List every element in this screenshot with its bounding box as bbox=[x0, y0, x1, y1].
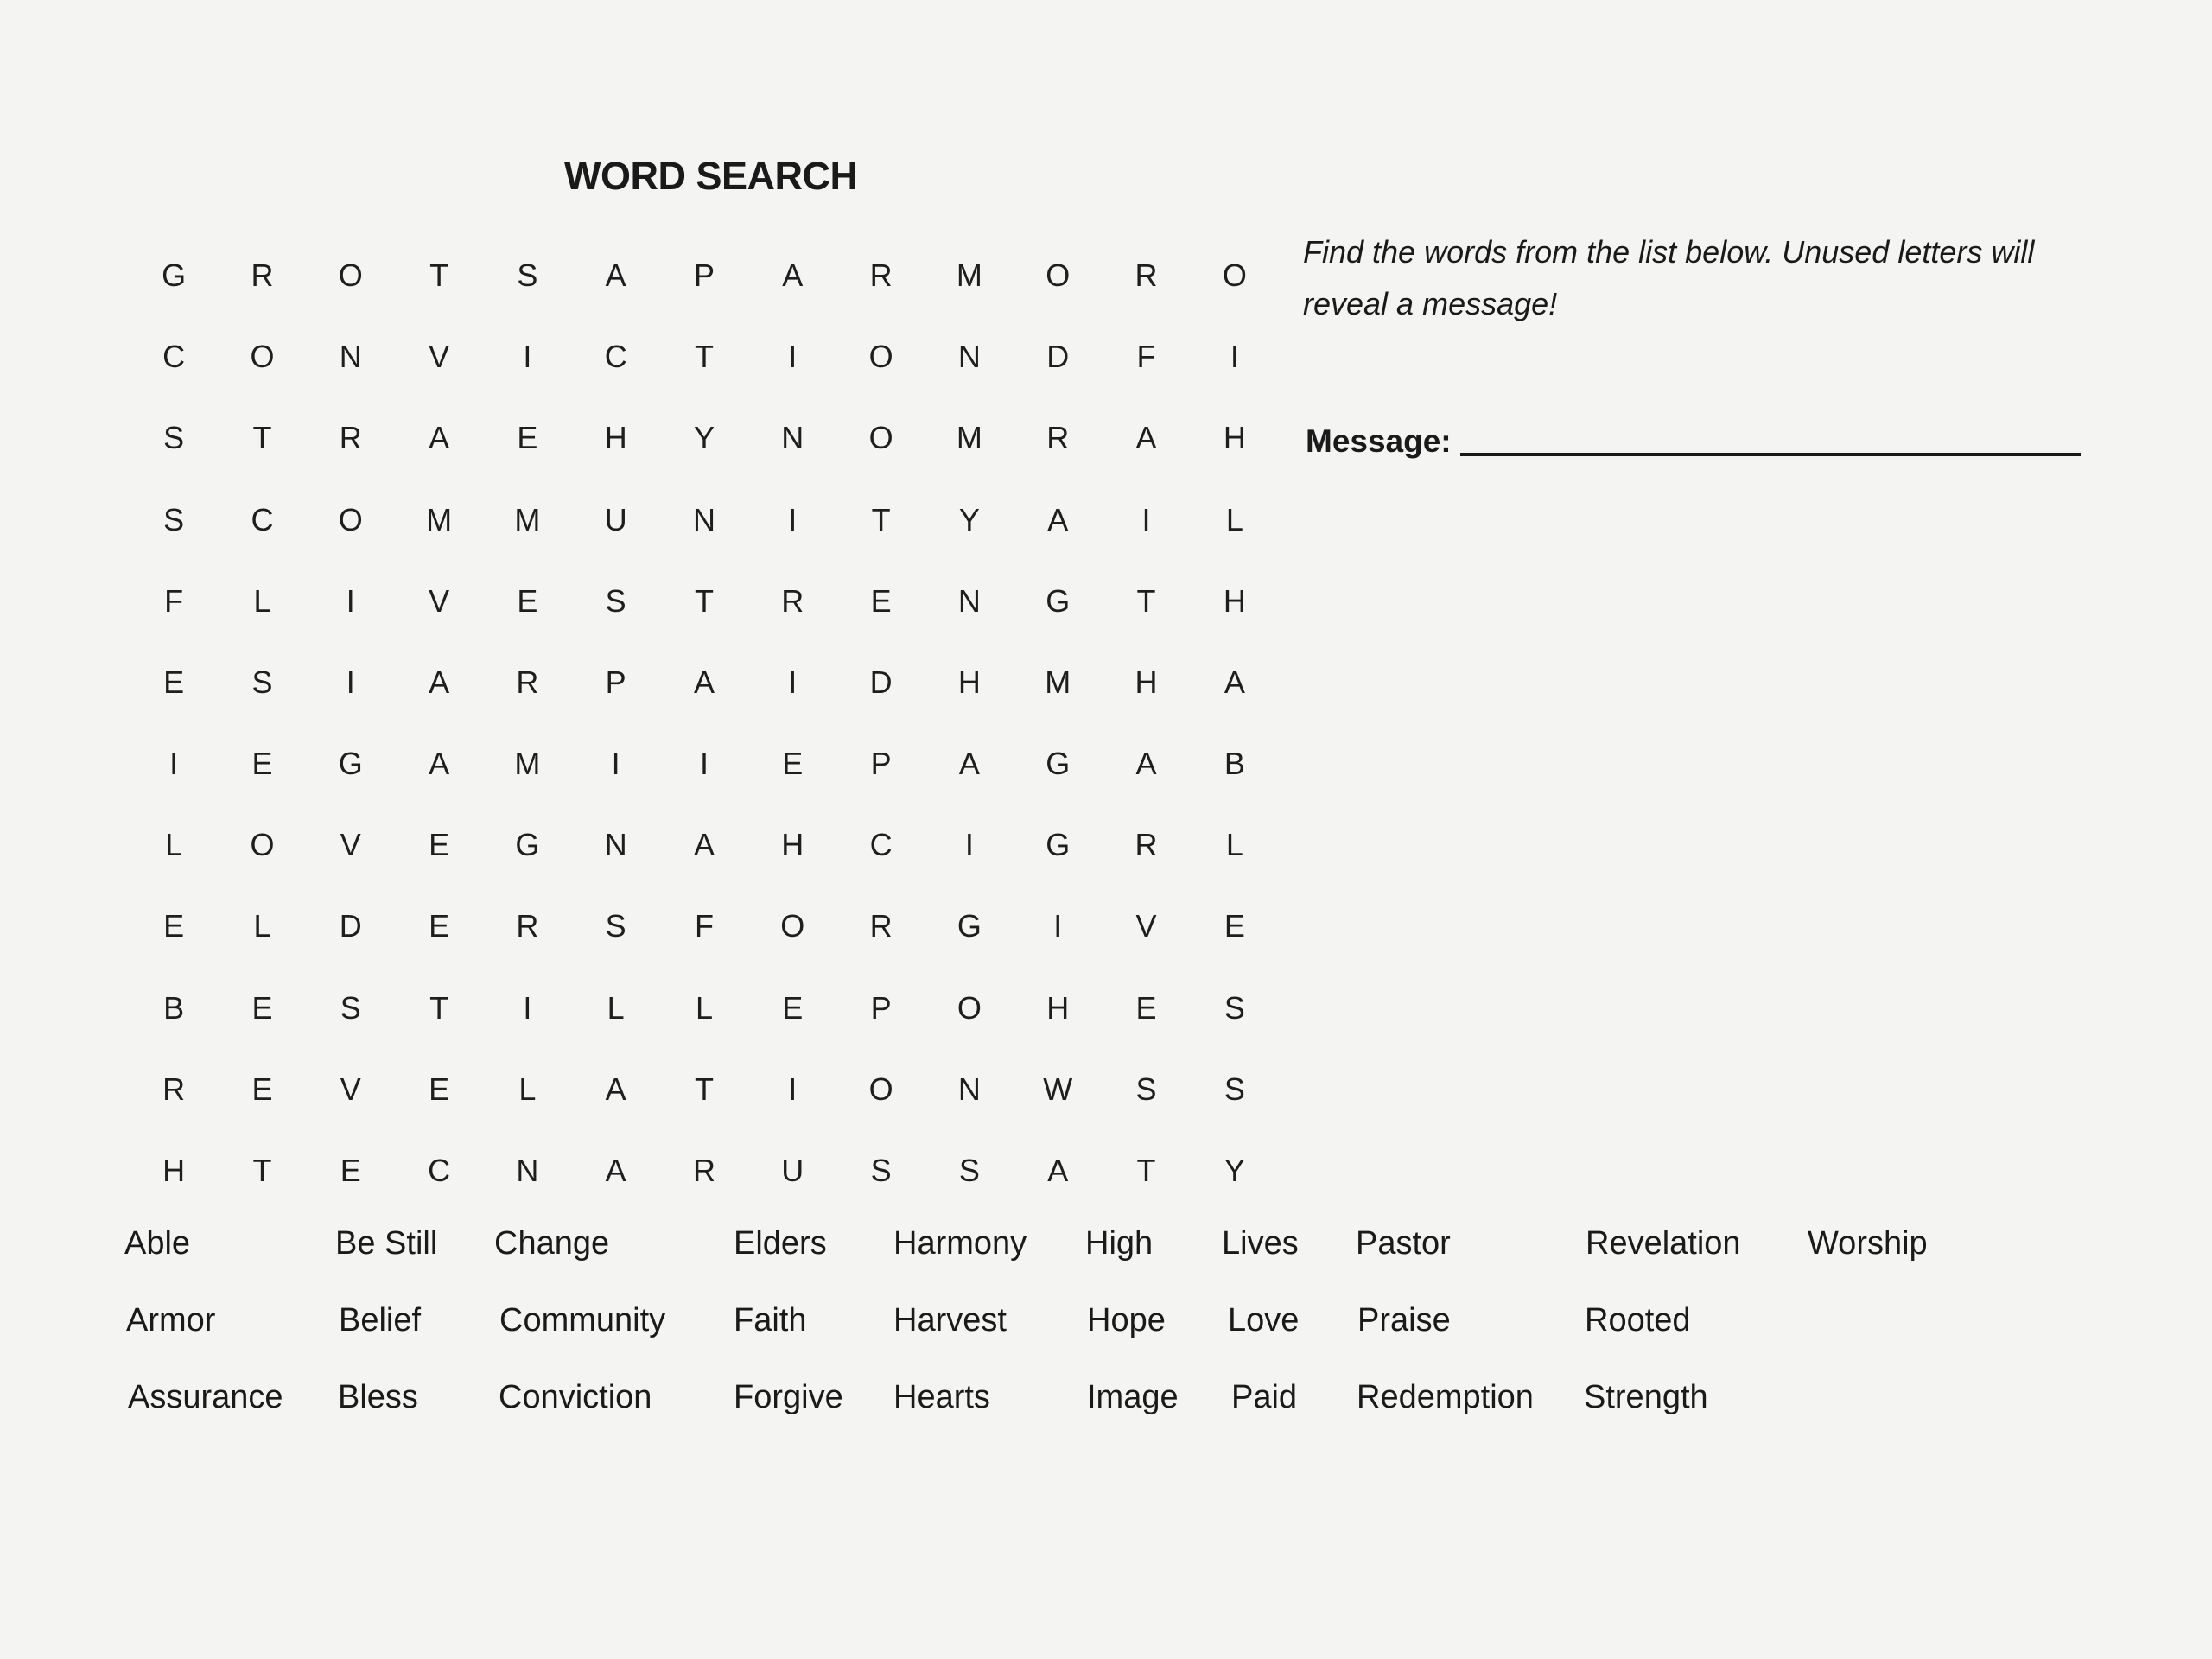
grid-letter[interactable]: R bbox=[869, 908, 893, 944]
grid-letter[interactable]: A bbox=[429, 746, 450, 782]
grid-letter[interactable]: T bbox=[1136, 1152, 1156, 1188]
grid-letter[interactable]: L bbox=[165, 827, 183, 863]
grid-letter[interactable]: A bbox=[1135, 746, 1157, 782]
grid-letter[interactable]: H bbox=[162, 1152, 186, 1188]
grid-letter[interactable]: I bbox=[788, 1071, 798, 1107]
grid-letter[interactable]: E bbox=[517, 420, 538, 456]
grid-letter[interactable]: A bbox=[1047, 1152, 1069, 1188]
word-list-item: Pastor bbox=[1356, 1225, 1451, 1262]
grid-letter[interactable]: R bbox=[692, 1152, 715, 1188]
grid-letter[interactable]: Y bbox=[958, 501, 980, 537]
grid-letter[interactable]: Y bbox=[1224, 1152, 1245, 1188]
word-list-item: Harvest bbox=[893, 1302, 1007, 1338]
grid-letter[interactable]: E bbox=[163, 664, 185, 700]
grid-letter[interactable]: H bbox=[1223, 420, 1246, 456]
word-list-item: Love bbox=[1228, 1302, 1300, 1338]
grid-letter[interactable]: L bbox=[607, 989, 625, 1026]
grid-letter[interactable]: A bbox=[605, 1152, 626, 1188]
grid-letter[interactable]: I bbox=[1230, 339, 1239, 375]
grid-letter[interactable]: E bbox=[429, 827, 450, 863]
word-list-item: Hearts bbox=[893, 1379, 990, 1415]
grid-letter[interactable]: T bbox=[1136, 582, 1156, 619]
grid-letter[interactable]: R bbox=[516, 664, 539, 700]
grid-letter[interactable]: I bbox=[169, 746, 179, 782]
grid-letter[interactable]: O bbox=[1222, 257, 1247, 294]
grid-letter[interactable]: V bbox=[340, 827, 361, 863]
word-list-item: Be Still bbox=[335, 1225, 438, 1262]
grid-letter[interactable]: I bbox=[1053, 908, 1063, 944]
word-list-item: Forgive bbox=[734, 1379, 843, 1415]
grid-letter[interactable]: E bbox=[1224, 908, 1245, 944]
grid-letter[interactable]: S bbox=[1224, 989, 1245, 1026]
grid-letter[interactable]: E bbox=[782, 989, 804, 1026]
grid-letter[interactable]: O bbox=[1046, 257, 1071, 294]
grid-letter[interactable]: A bbox=[429, 664, 450, 700]
grid-letter[interactable]: G bbox=[1046, 582, 1071, 619]
grid-letter[interactable]: M bbox=[514, 746, 541, 782]
grid-letter[interactable]: T bbox=[694, 582, 714, 619]
word-list-item: Assurance bbox=[128, 1379, 283, 1415]
grid-letter[interactable]: G bbox=[1046, 827, 1071, 863]
grid-letter[interactable]: T bbox=[694, 339, 714, 375]
grid-letter[interactable]: O bbox=[780, 908, 805, 944]
grid-letter[interactable]: E bbox=[782, 746, 804, 782]
grid-letter[interactable]: O bbox=[250, 339, 275, 375]
grid-letter[interactable]: P bbox=[693, 257, 715, 294]
grid-letter[interactable]: C bbox=[869, 827, 893, 863]
grid-letter[interactable]: R bbox=[251, 257, 274, 294]
word-list-item: Bless bbox=[338, 1379, 418, 1415]
grid-letter[interactable]: I bbox=[964, 827, 974, 863]
grid-letter[interactable]: S bbox=[605, 582, 626, 619]
grid-letter[interactable]: E bbox=[870, 582, 892, 619]
grid-letter[interactable]: R bbox=[516, 908, 539, 944]
grid-letter[interactable]: O bbox=[338, 501, 363, 537]
grid-letter[interactable]: S bbox=[870, 1152, 892, 1188]
word-list-item: Paid bbox=[1231, 1379, 1298, 1415]
grid-letter[interactable]: I bbox=[523, 339, 532, 375]
grid-letter[interactable]: R bbox=[869, 257, 893, 294]
grid-letter[interactable]: I bbox=[788, 501, 798, 537]
grid-letter[interactable]: B bbox=[163, 989, 185, 1026]
grid-letter[interactable]: D bbox=[339, 908, 362, 944]
grid-letter[interactable]: E bbox=[251, 989, 273, 1026]
grid-letter[interactable]: H bbox=[1223, 582, 1246, 619]
grid-letter[interactable]: D bbox=[1046, 339, 1070, 375]
grid-letter[interactable]: L bbox=[695, 989, 713, 1026]
grid-letter[interactable]: H bbox=[1135, 664, 1158, 700]
letter-grid bbox=[130, 235, 1279, 1211]
grid-letter[interactable]: L bbox=[253, 908, 271, 944]
page-title: WORD SEARCH bbox=[564, 154, 858, 198]
grid-letter[interactable]: L bbox=[1225, 827, 1243, 863]
grid-letter[interactable]: P bbox=[870, 746, 892, 782]
grid-letter[interactable]: N bbox=[692, 501, 715, 537]
grid-letter[interactable]: E bbox=[163, 908, 185, 944]
grid-letter[interactable]: U bbox=[781, 1152, 804, 1188]
grid-letter[interactable]: N bbox=[781, 420, 804, 456]
message-label: Message: bbox=[1306, 423, 1452, 459]
grid-letter[interactable]: A bbox=[605, 1071, 626, 1107]
word-list-item: Worship bbox=[1808, 1225, 1928, 1262]
grid-letter[interactable]: C bbox=[428, 1152, 451, 1188]
grid-letter[interactable]: N bbox=[957, 339, 981, 375]
grid-letter[interactable]: I bbox=[346, 664, 355, 700]
grid-letter[interactable]: V bbox=[1135, 908, 1157, 944]
grid-letter[interactable]: O bbox=[338, 257, 363, 294]
grid-letter[interactable]: S bbox=[1135, 1071, 1157, 1107]
grid-letter[interactable]: T bbox=[429, 257, 449, 294]
word-list-item: Elders bbox=[734, 1225, 827, 1262]
grid-letter[interactable]: T bbox=[871, 501, 891, 537]
grid-letter[interactable]: A bbox=[958, 746, 980, 782]
word-list-item: Revelation bbox=[1586, 1225, 1741, 1262]
grid-letter[interactable]: O bbox=[250, 827, 275, 863]
grid-letter[interactable]: E bbox=[1135, 989, 1157, 1026]
grid-letter[interactable]: G bbox=[515, 827, 540, 863]
grid-letter[interactable]: W bbox=[1043, 1071, 1073, 1107]
grid-letter[interactable]: E bbox=[429, 1071, 450, 1107]
grid-letter[interactable]: A bbox=[1047, 501, 1069, 537]
message-area bbox=[1306, 423, 2081, 460]
word-list-item: Rooted bbox=[1585, 1302, 1691, 1338]
grid-letter[interactable]: O bbox=[868, 339, 893, 375]
grid-letter[interactable]: I bbox=[699, 746, 709, 782]
word-list-item: Community bbox=[499, 1302, 666, 1338]
word-list-item: Praise bbox=[1357, 1302, 1451, 1338]
word-list-item: Lives bbox=[1222, 1225, 1299, 1262]
word-list-item: Strength bbox=[1584, 1379, 1708, 1415]
grid-letter[interactable]: A bbox=[429, 420, 450, 456]
instructions-text: Find the words from the list below. Unused letters will reveal a message! bbox=[1303, 234, 2035, 321]
grid-letter[interactable]: N bbox=[957, 582, 981, 619]
grid-letter[interactable]: H bbox=[957, 664, 981, 700]
grid-letter[interactable]: R bbox=[162, 1071, 186, 1107]
word-list-item: Armor bbox=[126, 1302, 216, 1338]
word-list-item: Redemption bbox=[1357, 1379, 1534, 1415]
word-list-item: Change bbox=[494, 1225, 610, 1262]
grid-letter[interactable]: P bbox=[605, 664, 626, 700]
grid-letter[interactable]: M bbox=[1045, 664, 1071, 700]
grid-letter[interactable]: N bbox=[339, 339, 362, 375]
word-list-item: Belief bbox=[339, 1302, 422, 1338]
grid-letter[interactable]: S bbox=[163, 420, 185, 456]
grid-letter[interactable]: E bbox=[517, 582, 538, 619]
grid-letter[interactable]: R bbox=[1046, 420, 1070, 456]
grid-letter[interactable]: R bbox=[339, 420, 362, 456]
grid-letter[interactable]: V bbox=[429, 582, 450, 619]
grid-letter[interactable]: C bbox=[251, 501, 274, 537]
grid-letter[interactable]: S bbox=[958, 1152, 980, 1188]
grid-letter[interactable]: A bbox=[605, 257, 626, 294]
grid-letter[interactable]: N bbox=[957, 1071, 981, 1107]
grid-letter[interactable]: T bbox=[694, 1071, 714, 1107]
message-answer-line[interactable] bbox=[1460, 453, 2081, 456]
grid-letter[interactable]: S bbox=[340, 989, 361, 1026]
grid-letter[interactable]: R bbox=[1135, 827, 1158, 863]
word-list-item: Hope bbox=[1087, 1302, 1166, 1338]
grid-letter[interactable]: I bbox=[346, 582, 355, 619]
grid-letter[interactable]: H bbox=[1046, 989, 1070, 1026]
grid-letter[interactable]: D bbox=[869, 664, 893, 700]
grid-letter[interactable]: G bbox=[338, 746, 363, 782]
grid-letter[interactable]: A bbox=[693, 664, 715, 700]
grid-letter[interactable]: F bbox=[1136, 339, 1156, 375]
grid-letter[interactable]: S bbox=[251, 664, 273, 700]
grid-letter[interactable]: L bbox=[1225, 501, 1243, 537]
grid-letter[interactable]: F bbox=[164, 582, 184, 619]
grid-letter[interactable]: L bbox=[518, 1071, 537, 1107]
grid-letter[interactable]: M bbox=[956, 420, 982, 456]
grid-letter[interactable]: M bbox=[956, 257, 982, 294]
grid-letter[interactable]: O bbox=[868, 420, 893, 456]
grid-letter[interactable]: S bbox=[163, 501, 185, 537]
grid-letter[interactable]: N bbox=[604, 827, 627, 863]
grid-letter[interactable]: A bbox=[1135, 420, 1157, 456]
grid-letter[interactable]: I bbox=[523, 989, 532, 1026]
word-list-item: Image bbox=[1087, 1379, 1179, 1415]
word-list-item: Faith bbox=[734, 1302, 807, 1338]
grid-letter[interactable]: N bbox=[516, 1152, 539, 1188]
grid-letter[interactable]: S bbox=[517, 257, 538, 294]
grid-letter[interactable]: M bbox=[514, 501, 541, 537]
grid-letter[interactable]: E bbox=[251, 1071, 273, 1107]
grid-letter[interactable]: F bbox=[694, 908, 714, 944]
grid-letter[interactable]: G bbox=[1046, 746, 1071, 782]
grid-letter[interactable]: L bbox=[253, 582, 271, 619]
word-list-item: Conviction bbox=[499, 1379, 652, 1415]
grid-letter[interactable]: I bbox=[611, 746, 620, 782]
word-list-item: High bbox=[1085, 1225, 1154, 1262]
grid-letter[interactable]: A bbox=[1224, 664, 1245, 700]
grid-letter[interactable]: A bbox=[782, 257, 804, 294]
grid-letter[interactable]: G bbox=[957, 908, 982, 944]
grid-letter[interactable]: E bbox=[429, 908, 450, 944]
grid-letter[interactable]: I bbox=[1141, 501, 1151, 537]
grid-letter[interactable]: T bbox=[252, 420, 272, 456]
grid-letter[interactable]: H bbox=[781, 827, 804, 863]
grid-letter[interactable]: Y bbox=[693, 420, 715, 456]
grid-letter[interactable]: C bbox=[162, 339, 186, 375]
grid-letter[interactable]: C bbox=[604, 339, 627, 375]
grid-letter[interactable]: T bbox=[252, 1152, 272, 1188]
grid-letter[interactable]: R bbox=[781, 582, 804, 619]
grid-letter[interactable]: P bbox=[870, 989, 892, 1026]
grid-letter[interactable]: O bbox=[957, 989, 982, 1026]
grid-letter[interactable]: V bbox=[340, 1071, 361, 1107]
grid-letter[interactable]: V bbox=[429, 339, 450, 375]
grid-letter[interactable]: A bbox=[693, 827, 715, 863]
grid-letter[interactable]: T bbox=[429, 989, 449, 1026]
grid-letter[interactable]: I bbox=[788, 339, 798, 375]
word-list-item: Harmony bbox=[893, 1225, 1027, 1262]
grid-letter[interactable]: H bbox=[604, 420, 627, 456]
grid-letter[interactable]: M bbox=[426, 501, 453, 537]
grid-letter[interactable]: E bbox=[251, 746, 273, 782]
grid-letter[interactable]: B bbox=[1224, 746, 1245, 782]
grid-letter[interactable]: E bbox=[340, 1152, 361, 1188]
grid-letter[interactable]: I bbox=[788, 664, 798, 700]
grid-letter[interactable]: S bbox=[1224, 1071, 1245, 1107]
word-list-item: Able bbox=[124, 1225, 191, 1262]
grid-letter[interactable]: O bbox=[868, 1071, 893, 1107]
grid-letter[interactable]: U bbox=[604, 501, 627, 537]
grid-letter[interactable]: S bbox=[605, 908, 626, 944]
grid-letter[interactable]: R bbox=[1135, 257, 1158, 294]
grid-letter[interactable]: G bbox=[162, 257, 187, 294]
